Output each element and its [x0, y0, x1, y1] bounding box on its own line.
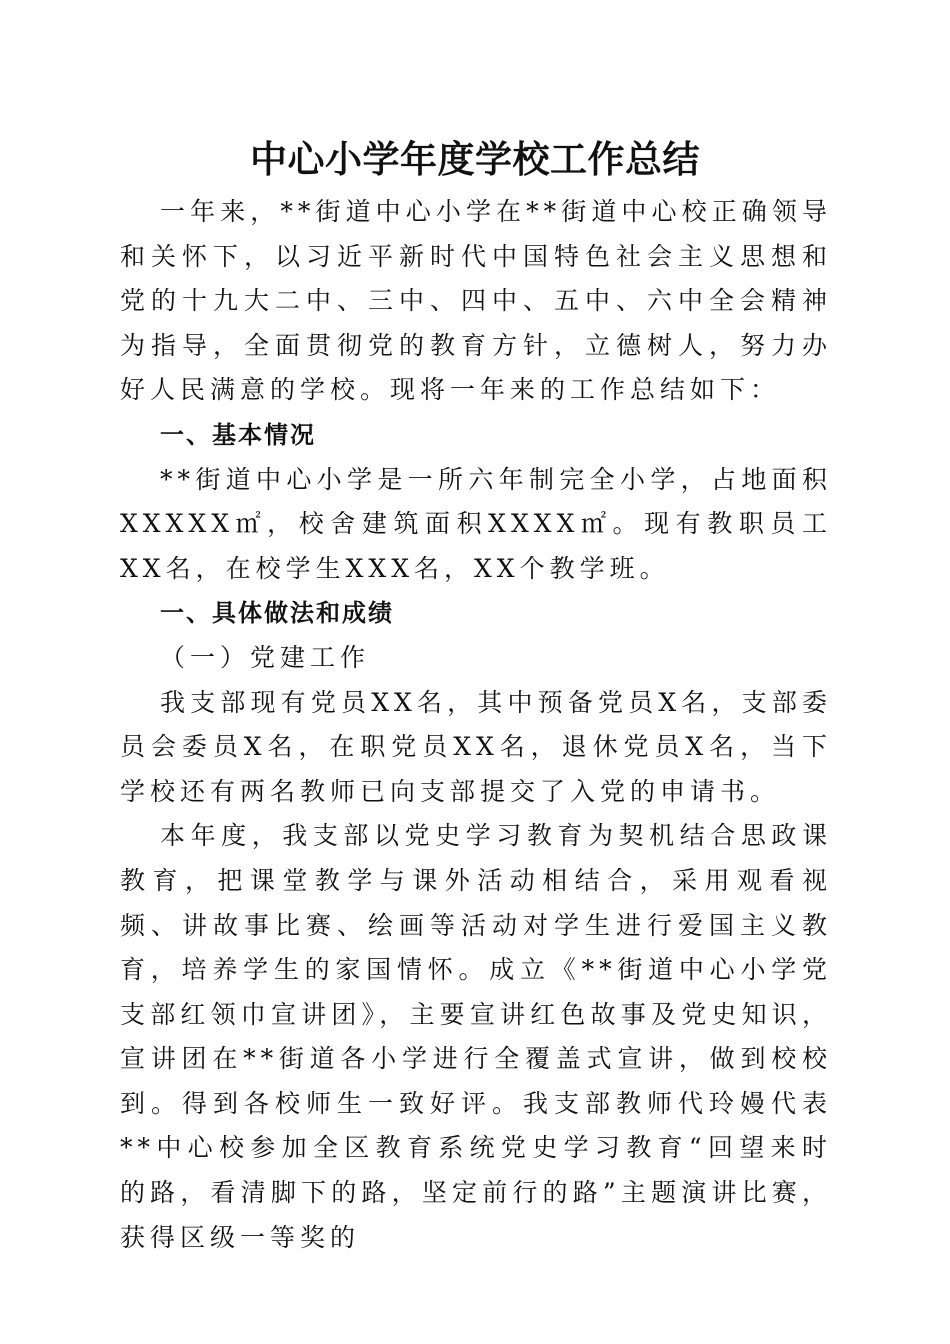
intro-paragraph: 一年来，**街道中心小学在**街道中心校正确领导和关怀下，以习近平新时代中国特色社会主义思想和党的十九大二中、三中、四中、五中、六中全会精神为指导，全面贯彻党的教育方针，立德树人，努力办好人民满意的学校。现将一年来的工作总结如下：: [120, 197, 832, 405]
section-heading-practices: 一、具体做法和成绩: [160, 599, 394, 628]
section-heading-basic-info: 一、基本情况: [160, 420, 316, 449]
party-members-paragraph: 我支部现有党员XX名，其中预备党员X名，支部委员会委员X名，在职党员XX名，退休党员X名，当下学校还有两名教师已向支部提交了入党的申请书。: [120, 687, 832, 806]
basic-info-paragraph: **街道中心小学是一所六年制完全小学，占地面积XXXXX㎡，校舍建筑面积XXXX㎡。现有教职员工XX名，在校学生XXX名，XX个教学班。: [120, 464, 832, 583]
subsection-heading-party-building: （一）党建工作: [160, 642, 371, 672]
document-body: [120, 190, 832, 1260]
party-activities-paragraph: 本年度，我支部以党史学习教育为契机结合思政课教育，把课堂教学与课外活动相结合，采用观看视频、讲故事比赛、绘画等活动对学生进行爱国主义教育，培养学生的家国情怀。成立《**街道中心小学党支部红领巾宣讲团》，主要宣讲红色故事及党史知识，宣讲团在**街道各小学进行全覆盖式宣讲，做到校校到。得到各校师生一致好评。我支部教师代玲嫚代表**中心校参加全区教育系统党史学习教育“回望来时的路，看清脚下的路，坚定前行的路”主题演讲比赛，获得区级一等奖的: [120, 821, 832, 1252]
document-title: 中心小学年度学校工作总结: [250, 137, 700, 181]
